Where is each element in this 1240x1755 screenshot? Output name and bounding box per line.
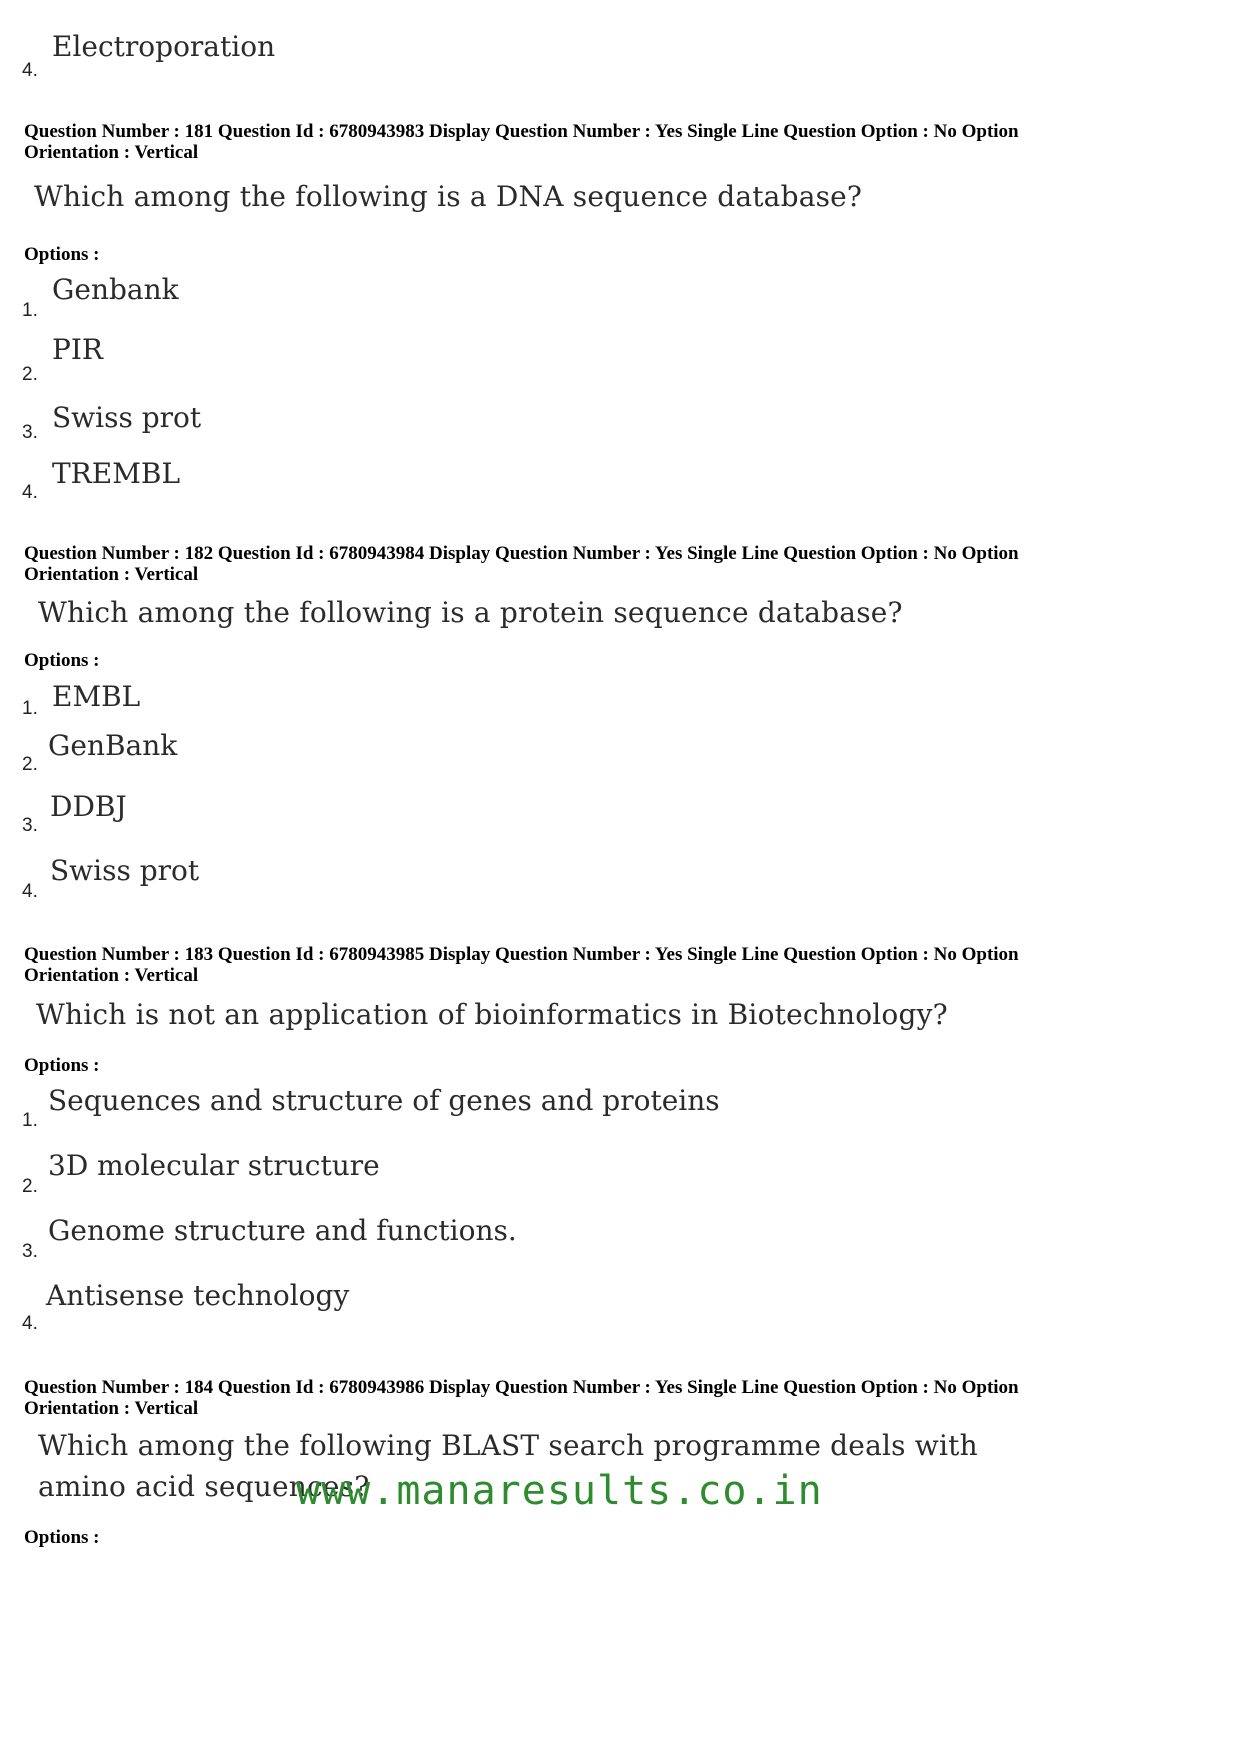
options-label: Options : <box>24 650 100 671</box>
option-number: 2. <box>22 754 38 775</box>
option-number: 4. <box>22 482 38 503</box>
option-number: 1. <box>22 300 38 321</box>
option-text: Sequences and structure of genes and proteins <box>48 1084 720 1117</box>
option-text: Swiss prot <box>52 401 202 434</box>
question-meta-line1: Question Number : 181 Question Id : 6780943983 Display Question Number : Yes Single Line Question Option : No Option <box>24 121 1019 142</box>
option-text: Swiss prot <box>50 854 200 887</box>
option-text: Electroporation <box>52 30 276 63</box>
watermark: www.manaresults.co.in <box>296 1468 823 1514</box>
option-text: Antisense technology <box>46 1279 350 1312</box>
option-number: 4. <box>22 881 38 902</box>
option-text: DDBJ <box>50 790 127 823</box>
options-label: Options : <box>24 244 100 265</box>
question-text: Which is not an application of bioinformatics in Biotechnology? <box>36 998 948 1031</box>
question-meta <box>24 1377 1019 1419</box>
previous-option-4 <box>52 30 275 63</box>
question-meta-line2: Orientation : Vertical <box>24 564 199 585</box>
option-number: 3. <box>22 815 38 836</box>
option-number: 3. <box>22 422 38 443</box>
option-number: 3. <box>22 1241 38 1262</box>
options-label: Options : <box>24 1527 100 1548</box>
option-text: Genbank <box>52 273 179 306</box>
option-text: EMBL <box>52 680 141 713</box>
option-text: GenBank <box>48 729 178 762</box>
option-number: 2. <box>22 1176 38 1197</box>
question-text: Which among the following is a protein sequence database? <box>38 596 903 629</box>
question-meta-line1: Question Number : 183 Question Id : 6780943985 Display Question Number : Yes Single Line Question Option : No Option <box>24 944 1019 965</box>
option-number: 1. <box>22 698 38 719</box>
question-meta-line2: Orientation : Vertical <box>24 142 199 163</box>
options-label: Options : <box>24 1055 100 1076</box>
option-number: 4. <box>22 1313 38 1334</box>
question-meta <box>24 944 1019 986</box>
question-text-line2: amino acid sequences? <box>38 1470 370 1503</box>
question-text-line1: Which among the following BLAST search programme deals with <box>38 1429 978 1462</box>
question-text: Which among the following is a DNA sequence database? <box>34 180 863 213</box>
option-text: Genome structure and functions. <box>48 1214 517 1247</box>
question-meta-line2: Orientation : Vertical <box>24 1398 199 1419</box>
option-number: 4. <box>22 60 38 81</box>
question-meta <box>24 543 1019 585</box>
option-number: 2. <box>22 364 38 385</box>
question-meta-line1: Question Number : 184 Question Id : 6780943986 Display Question Number : Yes Single Line Question Option : No Option <box>24 1377 1019 1398</box>
option-text: 3D molecular structure <box>48 1149 380 1182</box>
option-number: 1. <box>22 1110 38 1131</box>
question-meta-line2: Orientation : Vertical <box>24 965 199 986</box>
question-meta-line1: Question Number : 182 Question Id : 6780943984 Display Question Number : Yes Single Line Question Option : No Option <box>24 543 1019 564</box>
option-text: PIR <box>52 333 103 366</box>
question-meta <box>24 121 1019 163</box>
option-text: TREMBL <box>52 457 181 490</box>
